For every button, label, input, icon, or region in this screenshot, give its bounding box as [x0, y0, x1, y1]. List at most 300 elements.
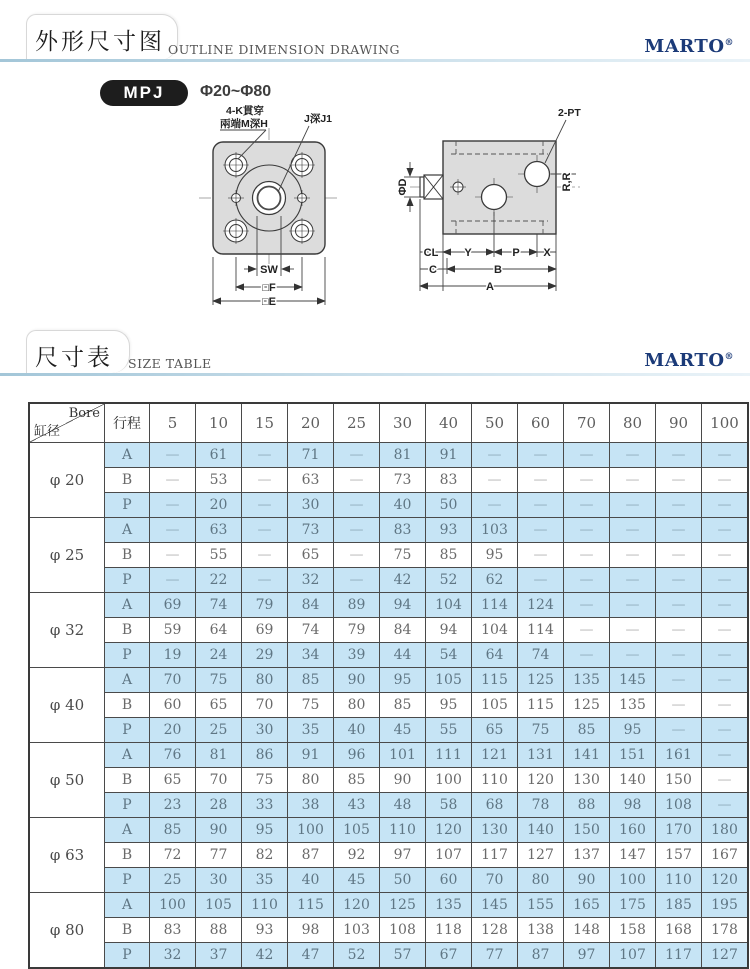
model-badge: MPJ	[100, 80, 188, 106]
value-cell: 87	[518, 943, 564, 969]
value-cell: 87	[288, 843, 334, 868]
value-cell: 85	[426, 543, 472, 568]
brand-logo-2	[644, 350, 734, 371]
value-cell: 67	[426, 943, 472, 969]
bore-cell: φ 32	[29, 593, 105, 668]
value-cell: 25	[196, 718, 242, 743]
value-cell: —	[656, 443, 702, 468]
value-cell: 157	[656, 843, 702, 868]
value-cell: —	[702, 568, 749, 593]
row-label-cell: B	[105, 618, 150, 643]
value-cell: 65	[196, 693, 242, 718]
stroke-column-header: 90	[656, 403, 702, 443]
value-cell: 40	[334, 718, 380, 743]
value-cell: —	[702, 593, 749, 618]
value-cell: 71	[288, 443, 334, 468]
value-cell: —	[242, 468, 288, 493]
value-cell: 167	[702, 843, 749, 868]
value-cell: 75	[518, 718, 564, 743]
table-row	[29, 443, 748, 468]
value-cell: 150	[564, 818, 610, 843]
value-cell: —	[610, 618, 656, 643]
value-cell: —	[610, 543, 656, 568]
value-cell: 158	[610, 918, 656, 943]
row-label-cell: P	[105, 643, 150, 668]
value-cell: 135	[610, 693, 656, 718]
value-cell: 124	[518, 593, 564, 618]
value-cell: —	[610, 518, 656, 543]
value-cell: 151	[610, 743, 656, 768]
value-cell: 127	[702, 943, 749, 969]
value-cell: 63	[288, 468, 334, 493]
value-cell: —	[564, 568, 610, 593]
value-cell: 75	[196, 668, 242, 693]
value-cell: —	[564, 593, 610, 618]
value-cell: —	[150, 518, 196, 543]
value-cell: 125	[518, 668, 564, 693]
port-note: 2-PT	[558, 107, 581, 119]
value-cell: —	[656, 668, 702, 693]
value-cell: 91	[426, 443, 472, 468]
value-cell: 137	[564, 843, 610, 868]
dim-b-label: B	[494, 264, 502, 276]
value-cell: 145	[610, 668, 656, 693]
value-cell: 25	[150, 868, 196, 893]
row-label-cell: A	[105, 893, 150, 918]
value-cell: 125	[380, 893, 426, 918]
corner-bore-label: Bore	[68, 406, 100, 421]
value-cell: —	[150, 443, 196, 468]
value-cell: 85	[288, 668, 334, 693]
holes-note-line1: 4-K貫穿	[226, 105, 264, 117]
value-cell: —	[564, 518, 610, 543]
value-cell: 103	[472, 518, 518, 543]
value-cell: 58	[426, 793, 472, 818]
value-cell: 70	[242, 693, 288, 718]
value-cell: 78	[518, 793, 564, 818]
outline-section-tab	[26, 14, 178, 60]
stroke-column-header: 20	[288, 403, 334, 443]
value-cell: 23	[150, 793, 196, 818]
value-cell: —	[150, 543, 196, 568]
value-cell: —	[702, 693, 749, 718]
value-cell: 185	[656, 893, 702, 918]
value-cell: —	[334, 543, 380, 568]
dim-c-label: C	[429, 264, 437, 276]
stroke-column-header: 80	[610, 403, 656, 443]
value-cell: 22	[196, 568, 242, 593]
value-cell: —	[242, 493, 288, 518]
value-cell: 64	[196, 618, 242, 643]
stroke-column-header: 50	[472, 403, 518, 443]
table-row	[29, 943, 748, 969]
value-cell: 105	[472, 693, 518, 718]
value-cell: 57	[380, 943, 426, 969]
value-cell: 110	[656, 868, 702, 893]
value-cell: 83	[380, 518, 426, 543]
table-row	[29, 793, 748, 818]
value-cell: 82	[242, 843, 288, 868]
stroke-column-header: 70	[564, 403, 610, 443]
value-cell: 117	[472, 843, 518, 868]
value-cell: —	[334, 568, 380, 593]
value-cell: —	[472, 493, 518, 518]
dim-e-label: □E	[262, 296, 276, 308]
value-cell: 95	[472, 543, 518, 568]
row-label-cell: B	[105, 918, 150, 943]
value-cell: 104	[472, 618, 518, 643]
value-cell: 91	[288, 743, 334, 768]
value-cell: —	[150, 468, 196, 493]
value-cell: 85	[334, 768, 380, 793]
value-cell: 54	[426, 643, 472, 668]
table-row	[29, 693, 748, 718]
value-cell: 81	[380, 443, 426, 468]
table-row	[29, 668, 748, 693]
value-cell: —	[702, 718, 749, 743]
value-cell: 52	[426, 568, 472, 593]
holes-note-line2: 兩端M深H	[220, 118, 268, 130]
size-title-zh: 尺寸表	[35, 345, 113, 371]
value-cell: 141	[564, 743, 610, 768]
row-label-cell: A	[105, 443, 150, 468]
table-row	[29, 568, 748, 593]
value-cell: 130	[472, 818, 518, 843]
value-cell: 40	[380, 493, 426, 518]
dim-f-label: □F	[262, 282, 276, 294]
value-cell: 103	[334, 918, 380, 943]
value-cell: 74	[518, 643, 564, 668]
bore-cell: φ 63	[29, 818, 105, 893]
value-cell: —	[242, 443, 288, 468]
value-cell: 107	[610, 943, 656, 969]
value-cell: 89	[334, 593, 380, 618]
row-label-cell: P	[105, 868, 150, 893]
value-cell: 80	[288, 768, 334, 793]
value-cell: 72	[150, 843, 196, 868]
value-cell: 100	[288, 818, 334, 843]
value-cell: —	[334, 468, 380, 493]
outline-title-en: OUTLINE DIMENSION DRAWING	[168, 42, 401, 57]
value-cell: —	[518, 493, 564, 518]
value-cell: 43	[334, 793, 380, 818]
value-cell: 90	[196, 818, 242, 843]
value-cell: —	[702, 768, 749, 793]
dim-a-label: A	[486, 281, 494, 293]
bore-cell: φ 20	[29, 443, 105, 518]
value-cell: 83	[426, 468, 472, 493]
value-cell: 60	[150, 693, 196, 718]
table-row	[29, 843, 748, 868]
dim-rr-label: R,R	[561, 172, 573, 192]
value-cell: —	[702, 618, 749, 643]
value-cell: 33	[242, 793, 288, 818]
value-cell: 79	[334, 618, 380, 643]
row-label-cell: A	[105, 668, 150, 693]
value-cell: 48	[380, 793, 426, 818]
value-cell: 75	[380, 543, 426, 568]
value-cell: 93	[426, 518, 472, 543]
value-cell: 93	[242, 918, 288, 943]
value-cell: 118	[426, 918, 472, 943]
table-row	[29, 893, 748, 918]
value-cell: 135	[564, 668, 610, 693]
value-cell: 145	[472, 893, 518, 918]
value-cell: —	[564, 618, 610, 643]
brand-logo	[644, 36, 734, 57]
value-cell: 73	[288, 518, 334, 543]
value-cell: —	[702, 543, 749, 568]
value-cell: 168	[656, 918, 702, 943]
value-cell: 63	[196, 518, 242, 543]
registered-mark-icon: ®	[724, 38, 734, 48]
stroke-column-header: 15	[242, 403, 288, 443]
table-row	[29, 768, 748, 793]
stroke-column-header: 5	[150, 403, 196, 443]
value-cell: —	[334, 443, 380, 468]
center-note: J深J1	[304, 113, 333, 125]
value-cell: 110	[242, 893, 288, 918]
stroke-column-header: 10	[196, 403, 242, 443]
value-cell: 148	[564, 918, 610, 943]
value-cell: 94	[426, 618, 472, 643]
value-cell: —	[518, 543, 564, 568]
value-cell: 40	[288, 868, 334, 893]
value-cell: —	[702, 743, 749, 768]
value-cell: 47	[288, 943, 334, 969]
value-cell: 95	[380, 668, 426, 693]
value-cell: —	[656, 618, 702, 643]
value-cell: 108	[380, 918, 426, 943]
value-cell: —	[656, 593, 702, 618]
value-cell: 105	[334, 818, 380, 843]
size-table	[28, 402, 749, 969]
value-cell: —	[610, 493, 656, 518]
value-cell: —	[702, 668, 749, 693]
value-cell: 178	[702, 918, 749, 943]
value-cell: —	[610, 593, 656, 618]
stroke-column-header: 40	[426, 403, 472, 443]
stroke-column-header: 30	[380, 403, 426, 443]
value-cell: 117	[656, 943, 702, 969]
value-cell: 107	[426, 843, 472, 868]
value-cell: 84	[288, 593, 334, 618]
row-label-cell: P	[105, 493, 150, 518]
outline-title-zh: 外形尺寸图	[35, 29, 165, 55]
value-cell: —	[518, 468, 564, 493]
table-row	[29, 593, 748, 618]
value-cell: 74	[288, 618, 334, 643]
value-cell: 92	[334, 843, 380, 868]
value-cell: —	[610, 568, 656, 593]
value-cell: 28	[196, 793, 242, 818]
row-label-cell: A	[105, 743, 150, 768]
model-bore-range: Φ20~Φ80	[200, 83, 272, 100]
value-cell: 35	[288, 718, 334, 743]
row-label-cell: P	[105, 943, 150, 969]
value-cell: —	[518, 443, 564, 468]
value-cell: 110	[472, 768, 518, 793]
value-cell: 80	[242, 668, 288, 693]
table-row	[29, 743, 748, 768]
value-cell: 195	[702, 893, 749, 918]
value-cell: 45	[334, 868, 380, 893]
table-row	[29, 818, 748, 843]
value-cell: 96	[334, 743, 380, 768]
value-cell: —	[656, 643, 702, 668]
value-cell: 29	[242, 643, 288, 668]
value-cell: 94	[380, 593, 426, 618]
dim-cl-label: CL	[423, 247, 439, 259]
value-cell: —	[518, 568, 564, 593]
value-cell: —	[656, 493, 702, 518]
value-cell: —	[656, 693, 702, 718]
value-cell: 128	[472, 918, 518, 943]
value-cell: 77	[472, 943, 518, 969]
row-label-cell: A	[105, 818, 150, 843]
value-cell: 97	[564, 943, 610, 969]
front-view-drawing	[168, 102, 398, 307]
value-cell: 84	[380, 618, 426, 643]
table-row	[29, 718, 748, 743]
row-label-cell: B	[105, 468, 150, 493]
value-cell: 64	[472, 643, 518, 668]
brand-text: MARTO	[644, 36, 725, 57]
value-cell: 30	[242, 718, 288, 743]
value-cell: 73	[380, 468, 426, 493]
value-cell: 19	[150, 643, 196, 668]
value-cell: 135	[426, 893, 472, 918]
value-cell: —	[242, 518, 288, 543]
corner-cell	[29, 403, 105, 443]
value-cell: 70	[150, 668, 196, 693]
value-cell: —	[150, 493, 196, 518]
size-section-tab	[26, 330, 130, 373]
value-cell: 81	[196, 743, 242, 768]
value-cell: —	[334, 518, 380, 543]
value-cell: 95	[426, 693, 472, 718]
value-cell: 88	[564, 793, 610, 818]
value-cell: —	[564, 443, 610, 468]
value-cell: 125	[564, 693, 610, 718]
table-row	[29, 543, 748, 568]
value-cell: 55	[196, 543, 242, 568]
value-cell: 170	[656, 818, 702, 843]
value-cell: 100	[426, 768, 472, 793]
corner-diameter-label: 缸径	[34, 424, 61, 439]
table-row	[29, 643, 748, 668]
value-cell: 70	[472, 868, 518, 893]
row-label-cell: B	[105, 843, 150, 868]
table-row	[29, 468, 748, 493]
value-cell: 69	[150, 593, 196, 618]
bore-cell: φ 40	[29, 668, 105, 743]
value-cell: —	[702, 493, 749, 518]
value-cell: 127	[518, 843, 564, 868]
row-label-cell: B	[105, 693, 150, 718]
value-cell: 115	[518, 693, 564, 718]
table-row	[29, 868, 748, 893]
value-cell: 86	[242, 743, 288, 768]
value-cell: 20	[196, 493, 242, 518]
value-cell: 61	[196, 443, 242, 468]
value-cell: 100	[150, 893, 196, 918]
value-cell: —	[472, 443, 518, 468]
row-label-cell: B	[105, 543, 150, 568]
value-cell: 20	[150, 718, 196, 743]
value-cell: 90	[564, 868, 610, 893]
value-cell: 75	[242, 768, 288, 793]
value-cell: 180	[702, 818, 749, 843]
value-cell: 32	[288, 568, 334, 593]
value-cell: 42	[242, 943, 288, 969]
value-cell: —	[702, 443, 749, 468]
value-cell: —	[656, 718, 702, 743]
side-view-drawing	[398, 102, 633, 307]
value-cell: 98	[610, 793, 656, 818]
row-label-cell: A	[105, 593, 150, 618]
value-cell: 155	[518, 893, 564, 918]
value-cell: —	[656, 518, 702, 543]
value-cell: —	[610, 643, 656, 668]
value-cell: —	[656, 543, 702, 568]
row-label-cell: P	[105, 793, 150, 818]
value-cell: —	[702, 468, 749, 493]
value-cell: 114	[518, 618, 564, 643]
value-cell: 98	[288, 918, 334, 943]
value-cell: —	[656, 468, 702, 493]
value-cell: —	[702, 518, 749, 543]
value-cell: 83	[150, 918, 196, 943]
value-cell: 150	[656, 768, 702, 793]
row-label-cell: P	[105, 568, 150, 593]
value-cell: —	[242, 568, 288, 593]
value-cell: 160	[610, 818, 656, 843]
table-row	[29, 618, 748, 643]
value-cell: 120	[702, 868, 749, 893]
value-cell: 50	[426, 493, 472, 518]
value-cell: 52	[334, 943, 380, 969]
value-cell: 74	[196, 593, 242, 618]
value-cell: 120	[426, 818, 472, 843]
value-cell: 65	[288, 543, 334, 568]
dim-d-label: ΦD	[397, 178, 409, 196]
value-cell: 45	[380, 718, 426, 743]
bore-cell: φ 25	[29, 518, 105, 593]
stroke-column-header: 60	[518, 403, 564, 443]
value-cell: 95	[242, 818, 288, 843]
value-cell: 39	[334, 643, 380, 668]
value-cell: 100	[610, 868, 656, 893]
size-title-en: SIZE TABLE	[128, 356, 212, 371]
value-cell: 80	[518, 868, 564, 893]
value-cell: 90	[380, 768, 426, 793]
value-cell: 24	[196, 643, 242, 668]
stroke-column-header: 25	[334, 403, 380, 443]
value-cell: 60	[426, 868, 472, 893]
row-label-cell: A	[105, 518, 150, 543]
value-cell: —	[610, 443, 656, 468]
value-cell: 115	[288, 893, 334, 918]
value-cell: 104	[426, 593, 472, 618]
bore-cell: φ 50	[29, 743, 105, 818]
value-cell: 34	[288, 643, 334, 668]
value-cell: 140	[518, 818, 564, 843]
value-cell: 90	[334, 668, 380, 693]
value-cell: 95	[610, 718, 656, 743]
value-cell: —	[242, 543, 288, 568]
value-cell: —	[656, 568, 702, 593]
